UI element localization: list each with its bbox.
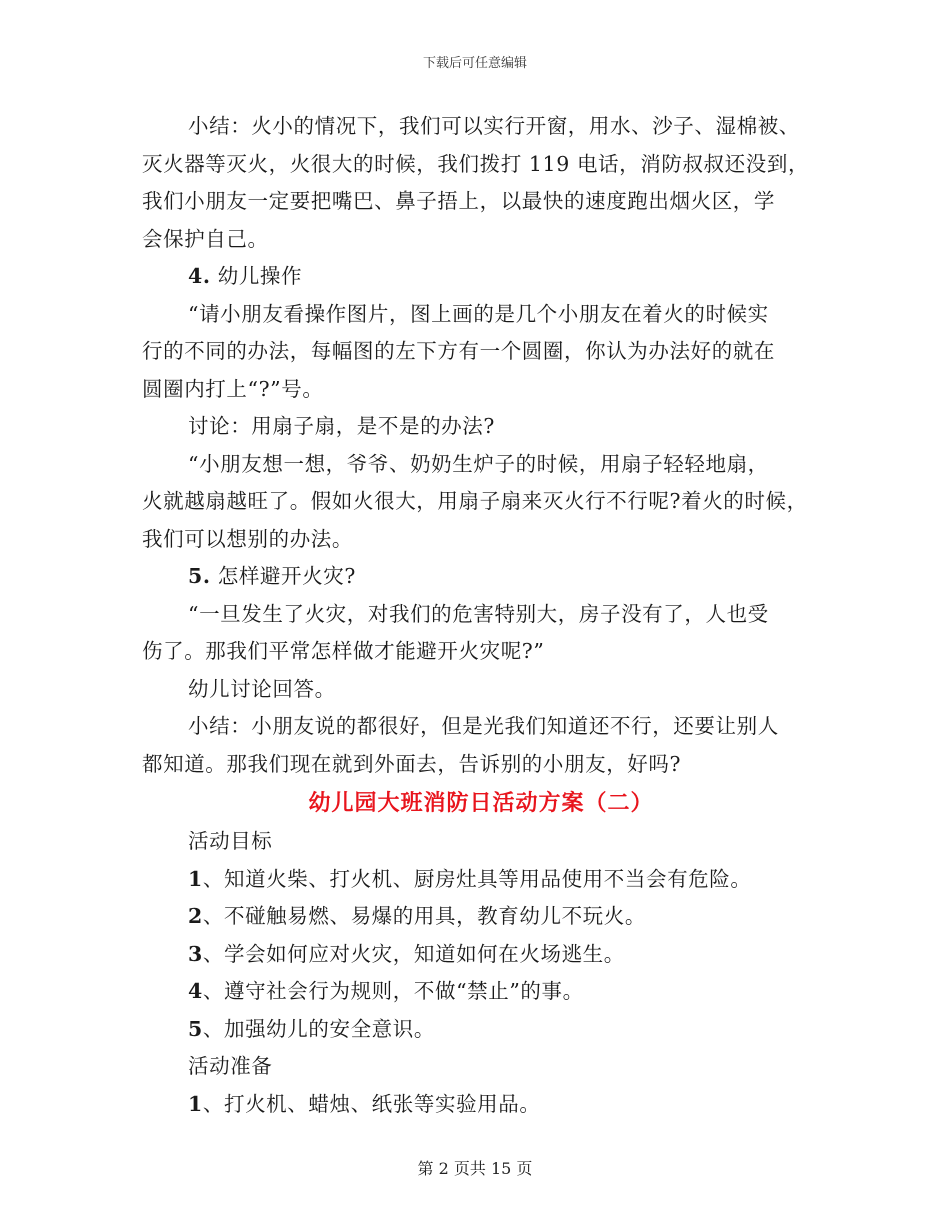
section-heading-4 [142,258,810,296]
page-footer: 第 2 页共 15 页 [417,1159,533,1178]
subheading: 活动目标 [188,829,273,853]
page-header: 下载后可任意编辑 [422,56,527,71]
subheading: 活动准备 [188,1054,273,1078]
document-body [142,108,810,1123]
section-heading-text: 幼儿操作 [210,264,303,288]
list-item-text: 、不碰触易燃、易爆的用具，教育幼儿不玩火。 [202,904,646,928]
list-number: 4 [188,979,203,1003]
paragraph-line: 会保护自己。 [142,226,269,251]
section-number: 5. [188,564,211,588]
paragraph-line: 灭火器等灭火，火很大的时候，我们拨打 119 电话，消防叔叔还没到， [142,151,810,176]
section-heading-text: 怎样避开火灾? [210,564,356,588]
paragraph-line: 都知道。那我们现在就到外面去，告诉别的小朋友，好吗? [142,751,682,776]
paragraph-line: “请小朋友看操作图片，图上画的是几个小朋友在着火的时候实 [188,301,769,326]
list-item [142,898,810,936]
paragraph-line: 幼儿讨论回答。 [188,676,336,701]
paragraph-line: 小结：小朋友说的都很好，但是光我们知道还不行，还要让别人 [188,714,779,738]
paragraph-line: 伤了。那我们平常怎样做才能避开火灾呢?” [142,639,545,663]
list-number: 2 [188,904,203,928]
list-item [142,1086,810,1124]
list-item-text: 、加强幼儿的安全意识。 [202,1016,435,1041]
paragraph-line: 我们小朋友一定要把嘴巴、鼻子捂上，以最快的速度跑出烟火区，学 [142,189,775,213]
paragraph-line: 我们可以想别的办法。 [142,526,353,551]
list-item [142,936,810,974]
list-item [142,973,810,1011]
list-number: 1 [188,1091,203,1116]
paragraph-line: 小结：火小的情况下，我们可以实行开窗，用水、沙子、湿棉被、 [188,114,800,138]
paragraph-line: “小朋友想一想，爷爷、奶奶生炉子的时候，用扇子轻轻地扇， [188,451,769,476]
paragraph-line: 圆圈内打上“?”号。 [142,376,324,401]
list-item [142,1011,810,1049]
list-number: 3 [188,941,203,966]
document-title: 幼儿园大班消防日活动方案（二） [308,790,654,816]
list-item-text: 、遵守社会行为规则，不做“禁止”的事。 [202,979,584,1003]
section-heading-5 [142,558,810,596]
list-item-text: 、知道火柴、打火机、厨房灶具等用品使用不当会有危险。 [202,866,752,891]
section-number: 4. [188,264,211,288]
list-number: 5 [188,1016,203,1041]
list-item-text: 、打火机、蜡烛、纸张等实验用品。 [202,1091,541,1116]
paragraph-line: 火就越扇越旺了。假如火很大，用扇子扇来灭火行不行呢?着火的时候， [142,489,808,513]
paragraph-line: 讨论：用扇子扇，是不是的办法? [188,414,495,438]
list-item [142,861,810,899]
list-number: 1 [188,866,203,891]
paragraph-line: 行的不同的办法，每幅图的左下方有一个圆圈，你认为办法好的就在 [142,339,775,363]
paragraph-line: “一旦发生了火灾，对我们的危害特别大，房子没有了，人也受 [188,601,769,626]
list-item-text: 、学会如何应对火灾，知道如何在火场逃生。 [202,941,625,966]
